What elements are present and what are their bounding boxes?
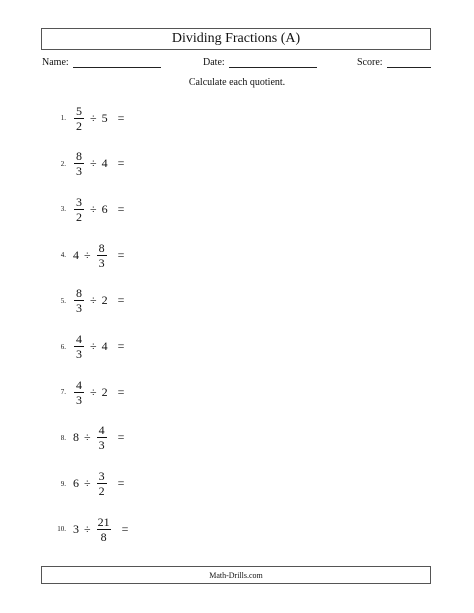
dividend-fraction <box>74 150 84 177</box>
equals-sign: = <box>117 293 125 308</box>
name-field <box>42 56 161 68</box>
divisor-whole: 2 <box>101 293 108 308</box>
problem-item <box>36 332 124 362</box>
fraction-numerator: 8 <box>98 240 105 255</box>
name-label: Name: <box>42 57 69 68</box>
divisor-whole: 5 <box>101 110 108 125</box>
problem-number: 6. <box>60 342 66 351</box>
division-operator: ÷ <box>90 201 97 216</box>
footer-text: Math-Drills.com <box>209 570 263 580</box>
problem-item <box>36 286 124 316</box>
fraction-denominator: 3 <box>98 438 105 453</box>
fraction-numerator: 4 <box>76 332 82 346</box>
fraction-denominator: 3 <box>76 301 82 316</box>
problem-number: 9. <box>60 479 66 488</box>
problem-number: 3. <box>60 205 66 214</box>
divisor-fraction <box>97 516 111 543</box>
problem-item <box>36 377 124 407</box>
equals-sign: = <box>117 156 125 171</box>
problem-number: 8. <box>60 433 66 442</box>
equals-sign: = <box>117 476 125 491</box>
divisor-fraction <box>97 424 107 451</box>
dividend-fraction <box>74 196 84 223</box>
equals-sign: = <box>117 110 125 125</box>
problem-number: 2. <box>60 159 66 168</box>
dividend-whole: 3 <box>73 521 79 536</box>
division-operator: ÷ <box>90 293 97 308</box>
division-operator: ÷ <box>84 476 91 491</box>
dividend-fraction <box>74 379 84 406</box>
fraction-denominator: 2 <box>98 484 105 499</box>
dividend-whole: 6 <box>73 476 79 491</box>
equals-sign: = <box>117 247 125 262</box>
name-line[interactable] <box>73 56 161 68</box>
fraction-denominator: 2 <box>76 209 82 224</box>
division-operator: ÷ <box>90 156 97 171</box>
fraction-denominator: 3 <box>76 392 82 407</box>
division-operator: ÷ <box>90 110 97 125</box>
score-line[interactable] <box>387 56 431 68</box>
divisor-fraction <box>97 242 107 269</box>
worksheet-title-box <box>41 28 431 50</box>
fraction-numerator: 5 <box>76 103 82 118</box>
worksheet-title: Dividing Fractions (A) <box>171 31 301 46</box>
fraction-numerator: 4 <box>98 423 105 438</box>
division-operator: ÷ <box>84 247 91 262</box>
problem-number: 7. <box>60 388 66 397</box>
fraction-numerator: 3 <box>98 469 105 484</box>
fraction-numerator: 3 <box>76 194 82 209</box>
instructions: Calculate each quotient. <box>188 77 286 88</box>
dividend-fraction <box>74 287 84 314</box>
fraction-numerator: 8 <box>76 149 82 164</box>
date-line[interactable] <box>229 56 317 68</box>
divisor-fraction <box>97 470 107 497</box>
dividend-fraction <box>74 333 84 360</box>
fraction-denominator: 3 <box>98 255 105 270</box>
fraction-numerator: 8 <box>76 286 82 301</box>
problem-item <box>36 149 124 179</box>
division-operator: ÷ <box>84 521 91 536</box>
equals-sign: = <box>117 339 125 353</box>
problem-item <box>36 240 124 270</box>
fraction-denominator: 2 <box>76 118 82 133</box>
problem-number: 5. <box>60 296 66 305</box>
problem-item <box>36 423 124 453</box>
problem-number: 1. <box>60 114 66 122</box>
equals-sign: = <box>117 430 125 445</box>
score-label: Score: <box>357 57 383 68</box>
fraction-denominator: 3 <box>76 164 82 179</box>
dividend-fraction <box>74 105 84 132</box>
problem-item <box>36 514 128 544</box>
date-field <box>203 56 317 68</box>
fraction-denominator: 8 <box>100 529 107 544</box>
divisor-whole: 4 <box>101 339 108 353</box>
problem-item <box>36 194 124 224</box>
footer-box <box>41 566 431 584</box>
divisor-whole: 2 <box>101 384 108 399</box>
problem-item <box>36 103 124 133</box>
header-fields <box>42 56 434 72</box>
fraction-numerator: 21 <box>97 514 110 529</box>
equals-sign: = <box>117 384 125 399</box>
division-operator: ÷ <box>90 339 97 353</box>
equals-sign: = <box>121 521 129 536</box>
score-field <box>357 56 431 68</box>
divisor-whole: 6 <box>101 201 108 216</box>
fraction-numerator: 4 <box>76 377 82 392</box>
fraction-denominator: 3 <box>76 347 82 361</box>
dividend-whole: 8 <box>73 430 79 445</box>
problem-item <box>36 469 124 499</box>
problem-number: 4. <box>60 251 66 260</box>
date-label: Date: <box>203 57 225 68</box>
dividend-whole: 4 <box>73 247 79 262</box>
problem-number: 10. <box>57 525 66 534</box>
divisor-whole: 4 <box>101 156 108 171</box>
division-operator: ÷ <box>84 430 91 445</box>
equals-sign: = <box>117 201 125 216</box>
division-operator: ÷ <box>90 384 97 399</box>
